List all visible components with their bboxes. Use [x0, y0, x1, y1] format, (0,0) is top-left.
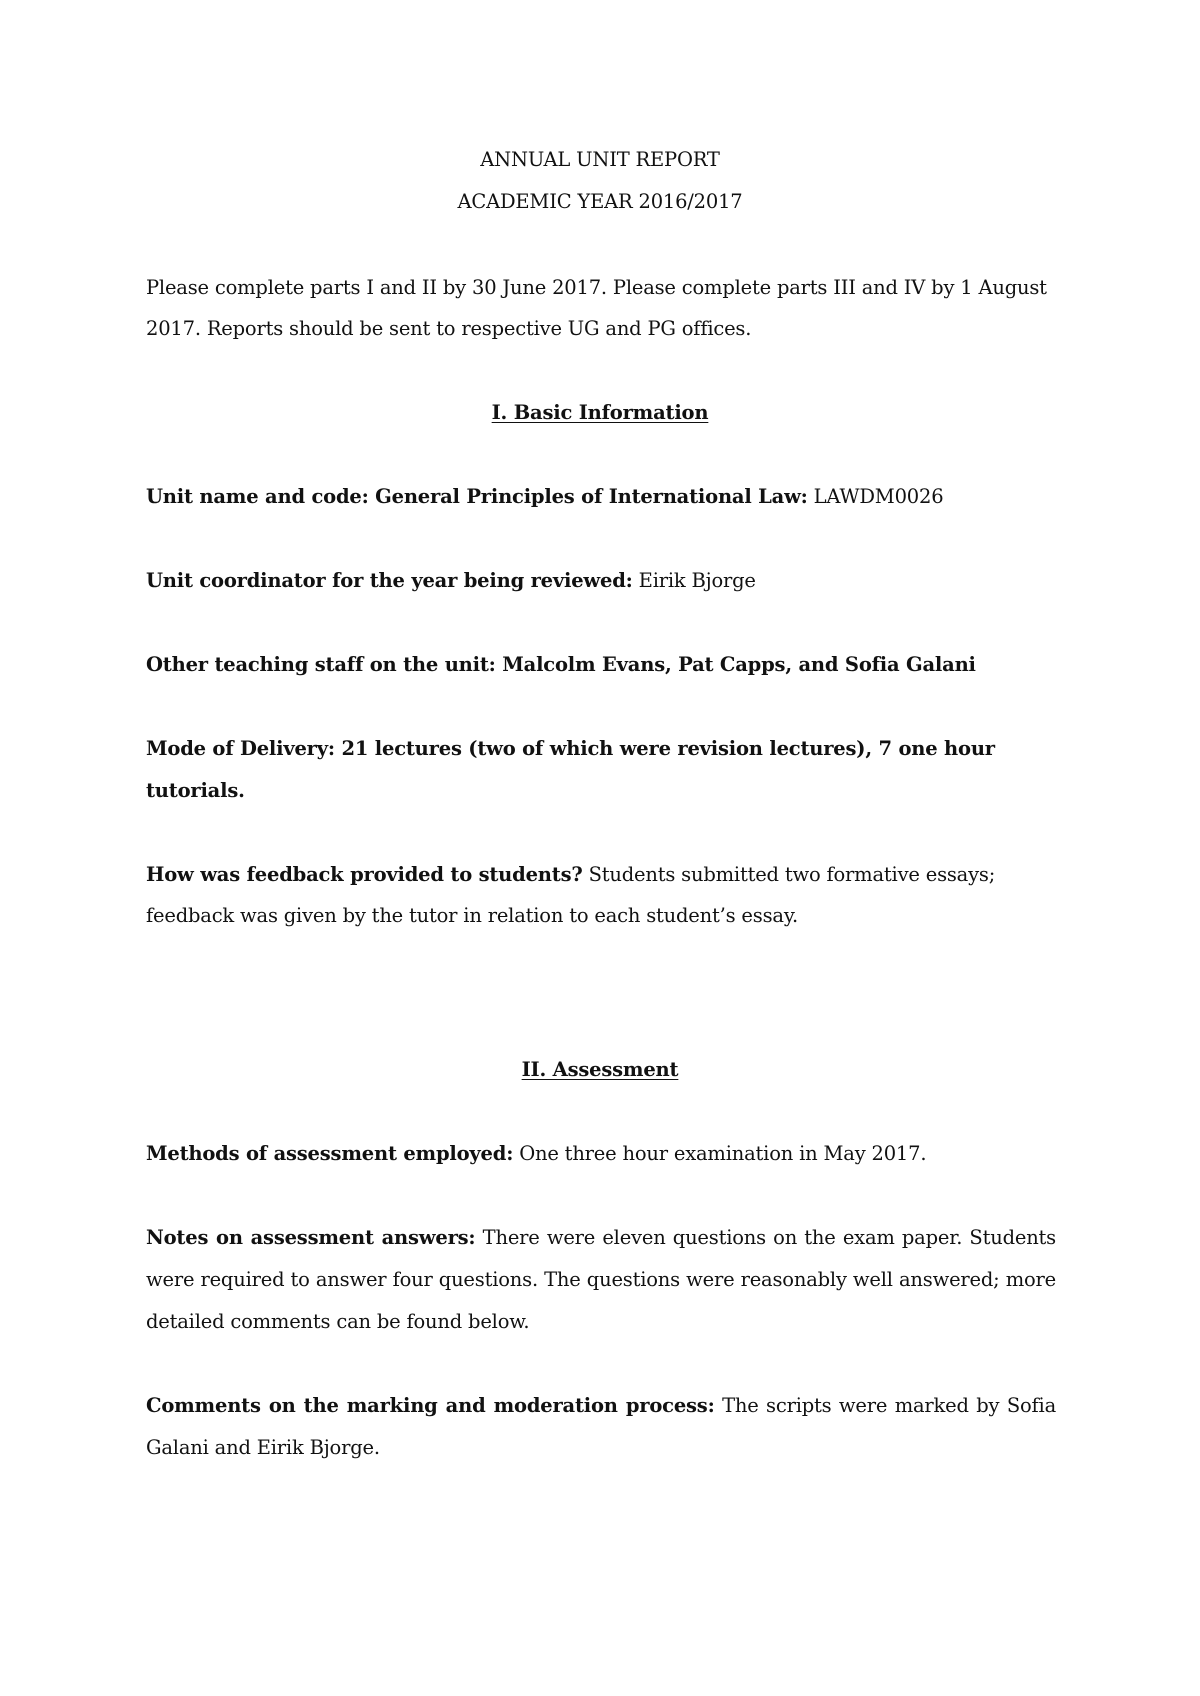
unit-code-value: LAWDM0026 [807, 485, 944, 508]
mode-of-delivery-line-1: Mode of Delivery: 21 lectures (two of which were revision lectures), 7 one hour [146, 737, 995, 760]
marking-moderation-label: Comments on the marking and moderation process: [146, 1394, 715, 1417]
intro-line-1: Please complete parts I and II by 30 June 2017. Please complete parts III and IV by 1 August [146, 276, 1047, 299]
section-heading-assessment: II. Assessment [521, 1058, 679, 1081]
unit-coordinator-value: Eirik Bjorge [632, 569, 756, 592]
intro-line-2: 2017. Reports should be sent to respective UG and PG offices. [146, 317, 752, 340]
unit-name-label: Unit name and code: General Principles of International Law: [146, 485, 808, 508]
report-title: ANNUAL UNIT REPORT [480, 148, 720, 171]
unit-coordinator-label: Unit coordinator for the year being reviewed: [146, 569, 633, 592]
feedback-label: How was feedback provided to students? [146, 863, 583, 886]
unit-coordinator-field [146, 568, 756, 594]
marking-moderation-value: The scripts were marked by Sofia Galani and Eirik Bjorge. [146, 1394, 1057, 1459]
methods-of-assessment-value: One three hour examination in May 2017. [513, 1142, 927, 1165]
feedback-value-line-2: feedback was given by the tutor in relation to each student’s essay. [146, 904, 799, 927]
methods-of-assessment-label: Methods of assessment employed: [146, 1142, 514, 1165]
marking-moderation-paragraph [146, 1385, 1056, 1469]
feedback-field [146, 862, 995, 888]
mode-of-delivery-line-2: tutorials. [146, 779, 245, 802]
notes-on-assessment-label: Notes on assessment answers: [146, 1226, 476, 1249]
other-teaching-staff: Other teaching staff on the unit: Malcolm Evans, Pat Capps, and Sofia Galani [146, 653, 976, 676]
academic-year: ACADEMIC YEAR 2016/2017 [457, 190, 743, 213]
section-heading-basic-information: I. Basic Information [491, 401, 709, 424]
unit-name-field [146, 484, 943, 510]
feedback-value-line-1: Students submitted two formative essays; [582, 863, 996, 886]
notes-on-assessment-value: There were eleven questions on the exam paper. Students were required to answer four questions. The questions were reasonably well answered; more detailed comments can be found below. [146, 1226, 1056, 1333]
notes-on-assessment-paragraph [146, 1217, 1056, 1343]
methods-of-assessment-field [146, 1141, 926, 1167]
